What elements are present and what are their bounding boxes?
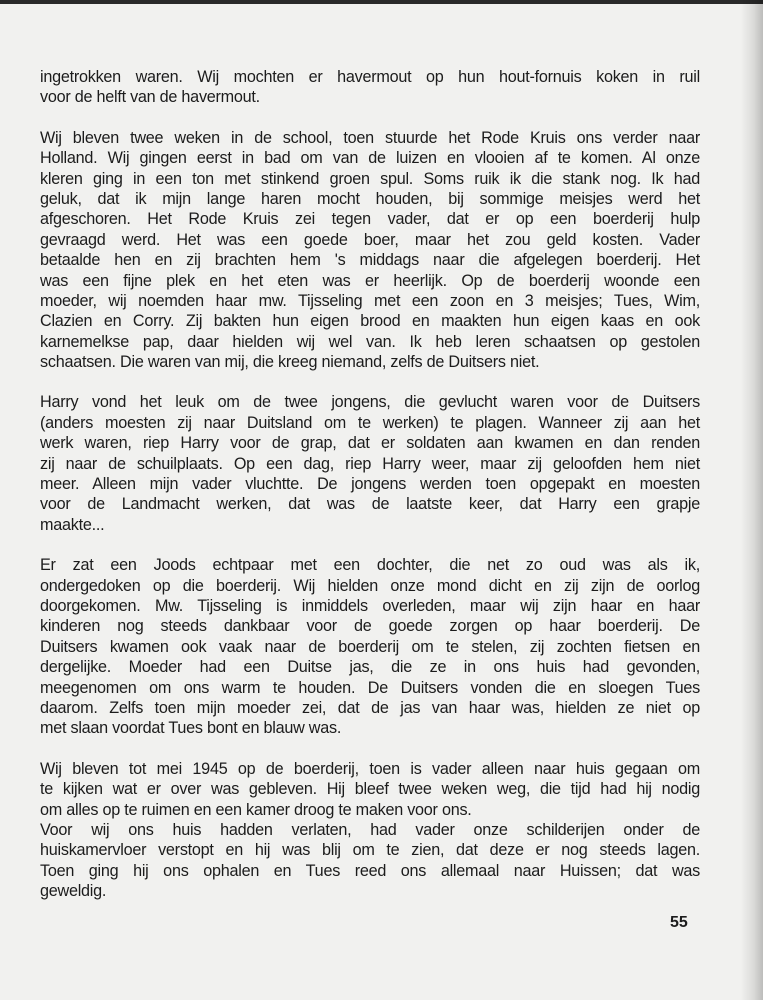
text-line: ingetrokken waren. Wij mochten er havermout op hun hout-fornuis koken in ruil [40,68,700,86]
text-line: te kijken wat er over was gebleven. Hij bleef twee weken weg, die tijd had hij nodig [40,780,700,799]
text-line: betaalde hen en zij brachten hem 's middags naar die afgelegen boerderij. Het [40,251,700,270]
text-line: ondergedoken op die boerderij. Wij hielden onze mond dicht en zij zijn de oorlog [40,576,700,595]
text-line: was een fijne plek en het eten was er heerlijk. Op de boerderij woonde een [40,271,700,290]
text-line: geluk, dat ik mijn lange haren mocht houden, bij sommige meisjes werd het [40,189,700,208]
text-line: met slaan voordat Tues bont en blauw was. [40,719,342,738]
paragraph [40,759,700,902]
text-line: karnemelkse pap, daar hielden wij wel van. Ik heb leren schaatsen op gestolen [40,332,700,351]
text-line: maakte... [40,515,105,534]
paragraph [40,67,700,108]
paragraph [40,128,700,373]
text-line: schaatsen. Die waren van mij, die kreeg niemand, zelfs de Duitsers niet. [40,353,540,372]
paragraph [40,392,700,535]
text-line: kinderen nog steeds dankbaar voor de goede zorgen op haar boerderij. De [40,617,700,636]
text-line: om alles op te ruimen en een kamer droog te maken voor ons. [40,800,472,819]
text-line: Voor wij ons huis hadden verlaten, had vader onze schilderijen onder de [40,820,700,839]
text-line: geweldig. [40,882,107,901]
text-line: meer. Alleen mijn vader vluchtte. De jongens werden toen opgepakt en moesten [40,475,700,494]
text-line: afgeschoren. Het Rode Kruis zei tegen vader, dat er op een boerderij hulp [40,210,700,229]
text-line: meegenomen om ons warm te houden. De Duitsers vonden die en sloegen Tues [40,678,700,697]
text-line: Wij bleven twee weken in de school, toen stuurde het Rode Kruis ons verder naar [40,128,700,147]
text-line: werk waren, riep Harry voor de grap, dat er soldaten aan kwamen en dan renden [40,434,700,453]
text-line: huiskamervloer verstopt en hij was blij om te zien, dat deze er nog steeds lagen. [40,841,700,860]
text-line: Holland. Wij gingen eerst in bad om van de luizen en vlooien af te komen. Al onze [40,149,700,168]
text-line: zij naar de schuilplaats. Op een dag, riep Harry weer, maar zij geloofden hem niet [40,454,700,473]
text-line: daarom. Zelfs toen mijn moeder zei, dat de jas van haar was, hielden ze niet op [40,698,700,717]
text-line: Clazien en Corry. Zij bakten hun eigen brood en maakten hun eigen kaas en ook [40,312,700,331]
text-line: Er zat een Joods echtpaar met een dochter, die net zo oud was als ik, [40,556,700,575]
text-line: voor de helft van de havermout. [40,88,260,107]
text-line: doorgekomen. Mw. Tijsseling is inmiddels overleden, maar wij zijn haar en haar [40,596,700,615]
text-line: dergelijke. Moeder had een Duitse jas, die ze in ons huis had gevonden, [40,658,700,677]
page-number: 55 [670,914,688,931]
text-line: Duitsers kwamen ook vaak naar de boerderij om te stelen, zij zochten fietsen en [40,637,700,656]
body-text [40,67,700,921]
paragraph [40,555,700,739]
text-line: voor de Landmacht werken, dat was de laatste keer, dat Harry een grapje [40,495,700,514]
text-line: gevraagd werd. Het was een goede boer, maar het zou geld kosten. Vader [40,230,700,249]
text-line: (anders moesten zij naar Duitsland om te werken) te plagen. Wanneer zij aan het [40,413,700,432]
text-line: Harry vond het leuk om de twee jongens, die gevlucht waren voor de Duitsers [40,393,700,412]
text-line: kleren ging in een ton met stinkend groen spul. Soms ruik ik die stank nog. Ik had [40,169,700,188]
text-line: moeder, wij noemden haar mw. Tijsseling met een zoon en 3 meisjes; Tues, Wim, [40,291,700,310]
page-spine-shadow [741,0,763,1000]
text-line: Toen ging hij ons ophalen en Tues reed ons allemaal naar Huissen; dat was [40,861,700,880]
scan-top-edge [0,0,763,4]
text-line: Wij bleven tot mei 1945 op de boerderij, toen is vader alleen naar huis gegaan om [40,759,700,778]
